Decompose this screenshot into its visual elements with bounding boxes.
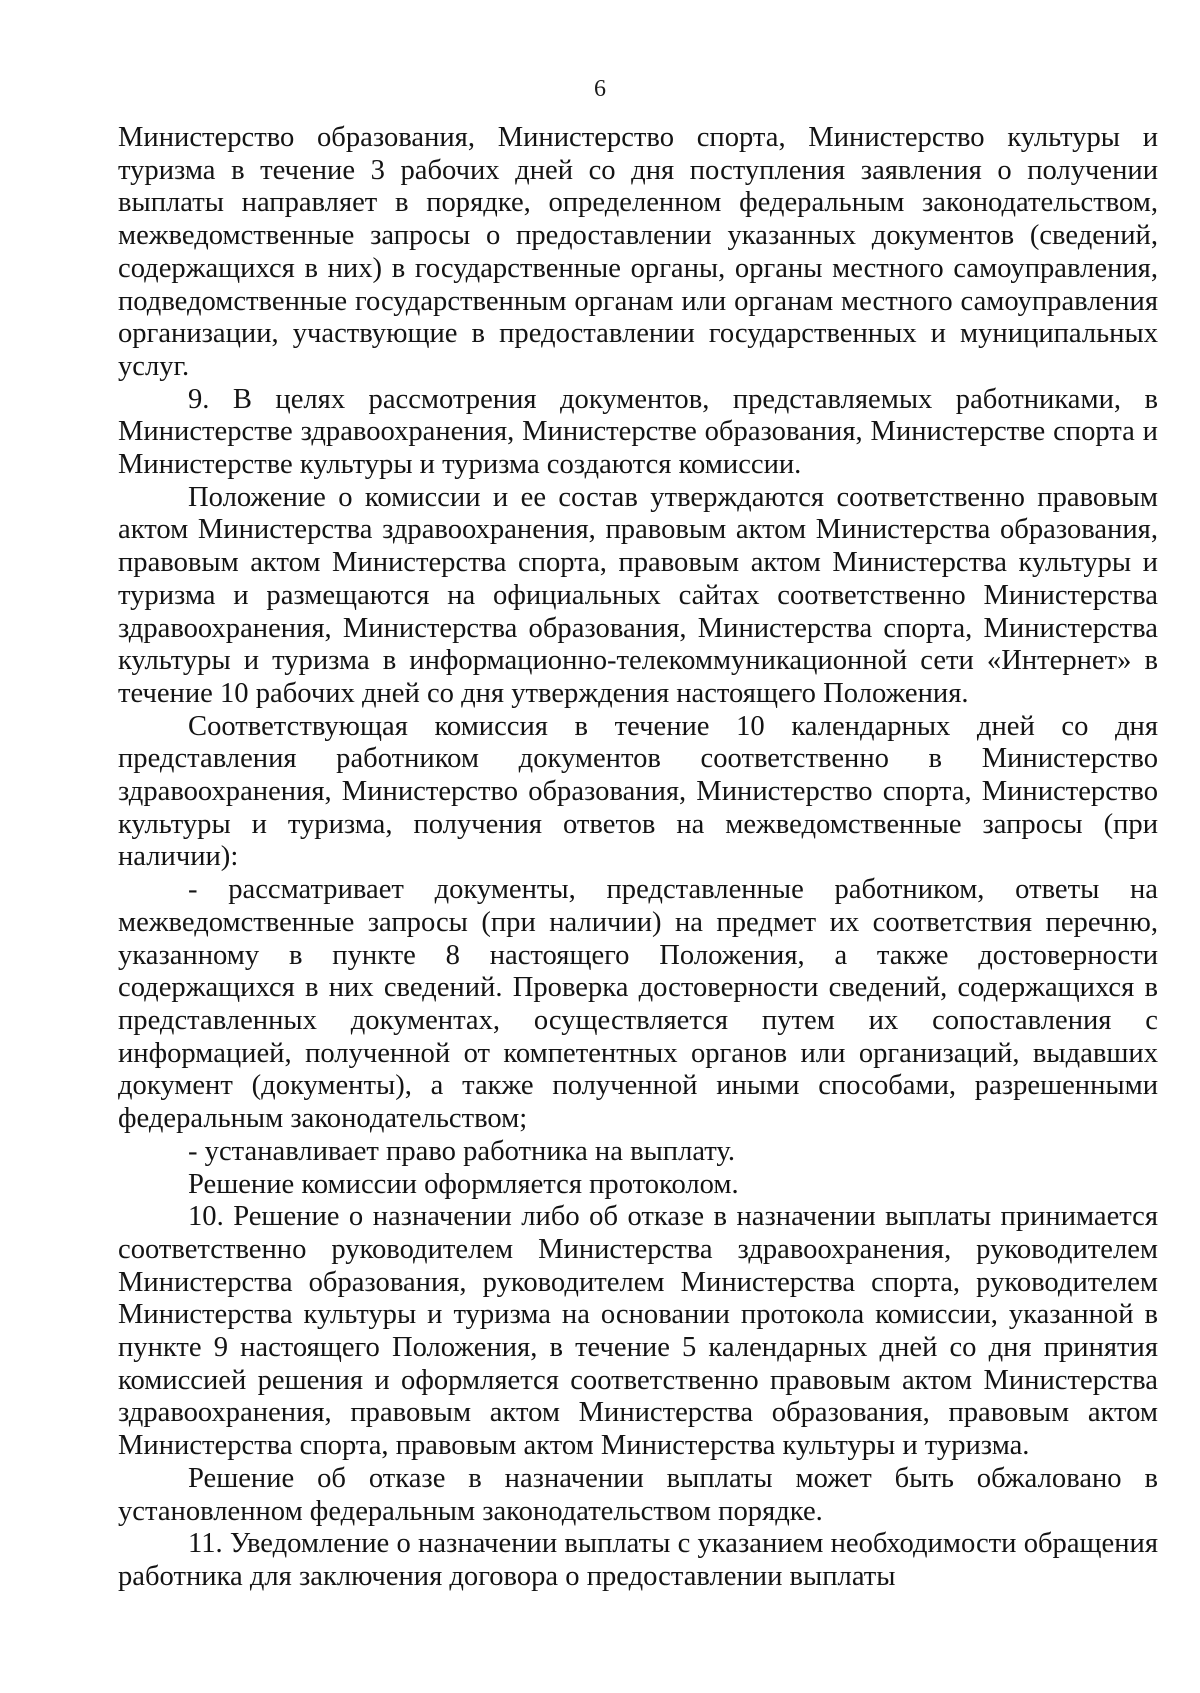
paragraph: Министерство образования, Министерство спорта, Министерство культуры и туризма в течение 3 рабочих дней со дня поступления заявления о получении выплаты направляет в порядке, определенном федеральным законодательством, межведомственные запросы о предоставлении указанных документов (сведений, содержащихся в них) в государственные органы, органы местного самоуправления, подведомственные государственным органам или органам местного самоуправления организации, участвующие в предоставлении государственных и муниципальных услуг. xyxy=(118,122,1158,382)
page-number: 6 xyxy=(594,76,606,102)
paragraph: 10. Решение о назначении либо об отказе в назначении выплаты принимается соответственно руководителем Министерства здравоохранения, руководителем Министерства образования, руководителем Министерства спорта, руководителем Министерства культуры и туризма на основании протокола комиссии, указанной в пункте 9 настоящего Положения, в течение 5 календарных дней со дня принятия комиссией решения и оформляется соответственно правовым актом Министерства здравоохранения, правовым актом Министерства образования, правовым актом Министерства спорта, правовым актом Министерства культуры и туризма. xyxy=(118,1201,1158,1462)
paragraph: Соответствующая комиссия в течение 10 календарных дней со дня представления работником документов соответственно в Министерство здравоохранения, Министерство образования, Министерство спорта, Министерство культуры и туризма, получения ответов на межведомственные запросы (при наличии): xyxy=(118,710,1158,873)
list-item: - рассматривает документы, представленные работником, ответы на межведомственные запросы (при наличии) на предмет их соответствия перечню, указанному в пункте 8 настоящего Положения, а также достоверности содержащихся в них сведений. Проверка достоверности сведений, содержащихся в представленных документах, осуществляется путем их сопоставления с информацией, полученной от компетентных органов или организаций, выдавших документ (документы), а также полученной иными способами, разрешенными федеральным законодательством; xyxy=(118,874,1158,1135)
paragraph: 11. Уведомление о назначении выплаты с указанием необходимости обращения работника для заключения договора о предоставлении выплаты xyxy=(118,1528,1158,1592)
paragraph: Решение об отказе в назначении выплаты может быть обжаловано в установленном федеральным законодательством порядке. xyxy=(118,1462,1158,1527)
paragraph: 9. В целях рассмотрения документов, представляемых работниками, в Министерстве здравоохранения, Министерстве образования, Министерстве спорта и Министерстве культуры и туризма создаются комиссии. xyxy=(118,383,1158,481)
paragraph: Положение о комиссии и ее состав утверждаются соответственно правовым актом Министерства здравоохранения, правовым актом Министерства образования, правовым актом Министерства спорта, правовым актом Министерства культуры и туризма и размещаются на официальных сайтах соответственно Министерства здравоохранения, Министерства образования, Министерства спорта, Министерства культуры и туризма в информационно-телекоммуникационной сети «Интернет» в течение 10 рабочих дней со дня утверждения настоящего Положения. xyxy=(118,481,1158,709)
paragraph: Решение комиссии оформляется протоколом. xyxy=(188,1168,739,1200)
document-body xyxy=(118,122,1158,1594)
list-item: - устанавливает право работника на выплату. xyxy=(188,1135,736,1167)
